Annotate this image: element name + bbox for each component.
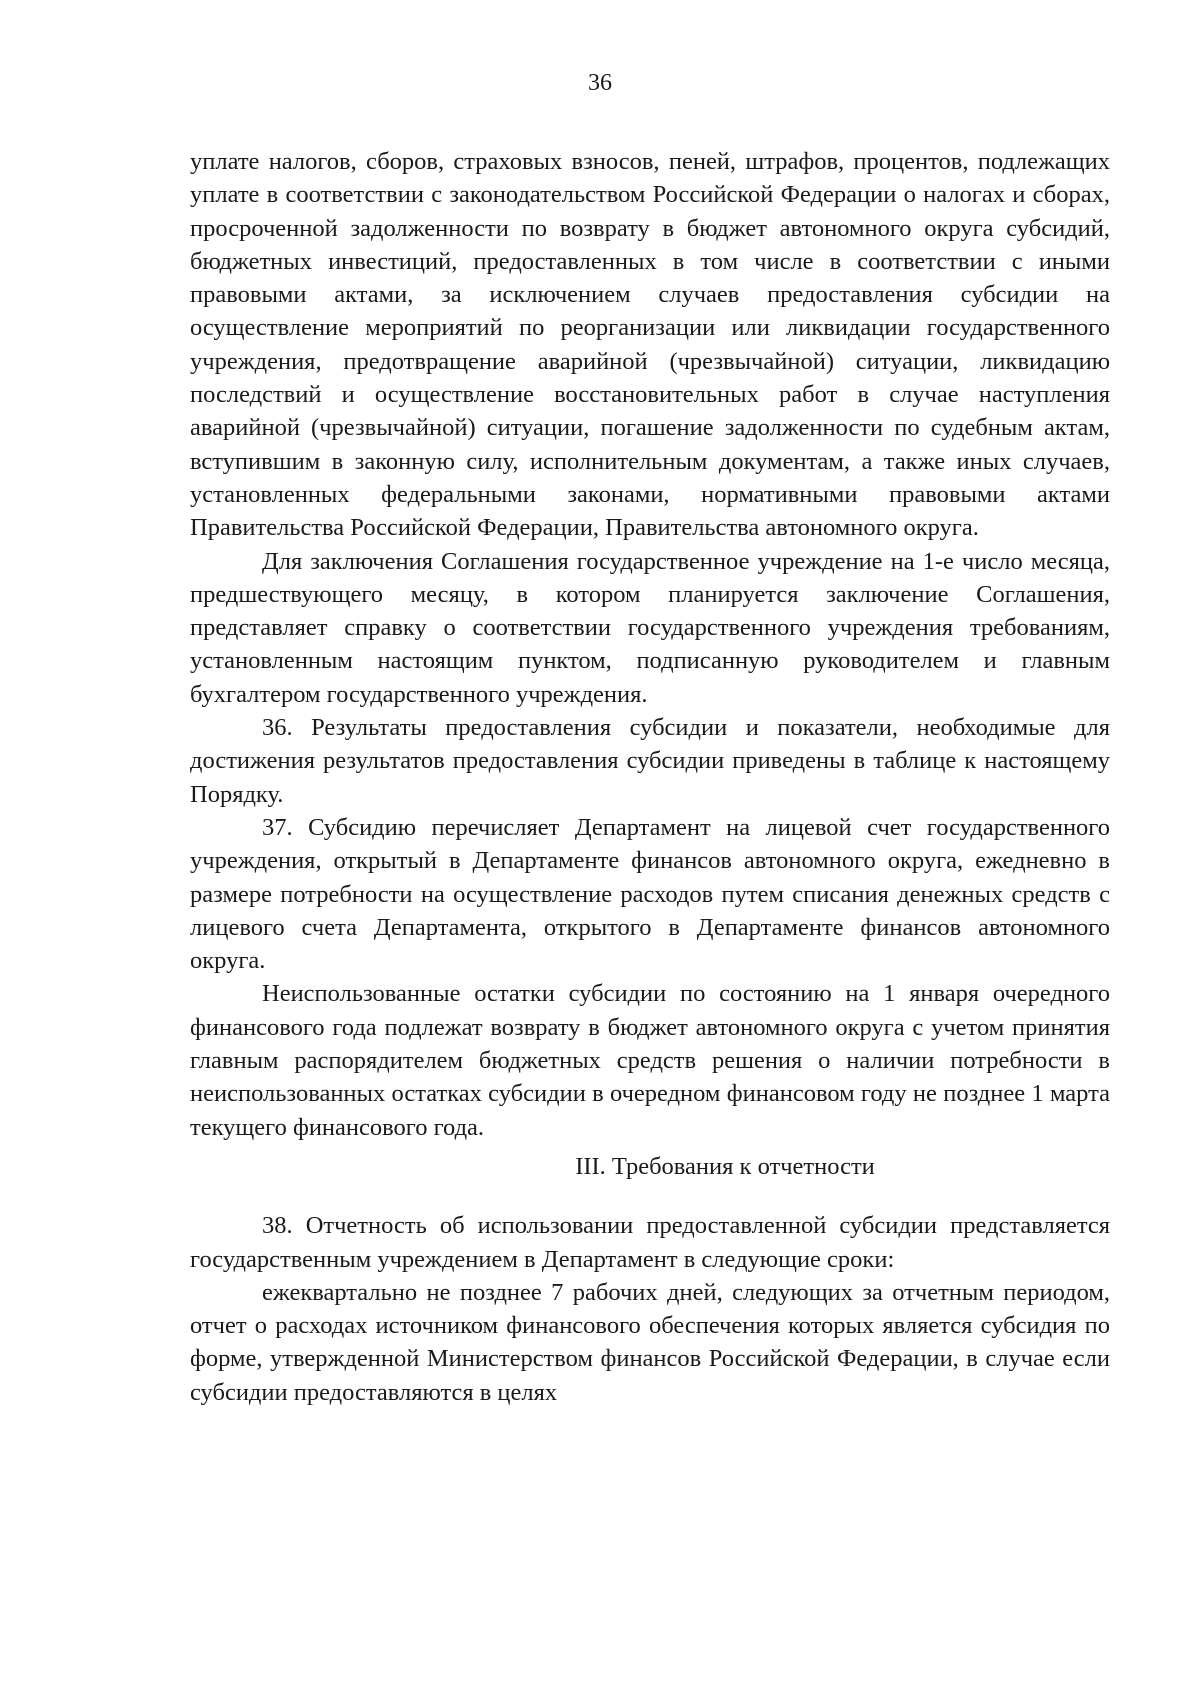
paragraph-item-37: 37. Субсидию перечисляет Департамент на лицевой счет государственного учреждения, открытый в Департаменте финансов автономного округа, ежедневно в размере потребности на осуществление расходов путем списания денежных средств с лицевого счета Департамента, открытого в Департаменте финансов автономного округа. <box>190 813 1110 975</box>
paragraph-item-38: 38. Отчетность об использовании предоставленной субсидии представляется государственным учреждением в Департамент в следующие сроки: <box>190 1212 1110 1273</box>
paragraph-unused-balances: Неиспользованные остатки субсидии по состоянию на 1 января очередного финансового года подлежат возврату в бюджет автономного округа с учетом принятия главным распорядителем бюджетных средств решения о наличии потребности в неиспользованных остатках субсидии в очередном финансовом году не позднее 1 марта текущего финансового года. <box>190 980 1110 1141</box>
paragraph-continuation-eligibility: уплате налогов, сборов, страховых взносов, пеней, штрафов, процентов, подлежащих уплате в соответствии с законодательством Российской Федерации о налогах и сборах, просроченной задолженности по возврату в бюджет автономного округа субсидий, бюджетных инвестиций, предоставленных в том числе в соответствии с иными правовыми актами, за исключением случаев предоставления субсидии на осуществление мероприятий по реорганизации или ликвидации государственного учреждения, предотвращение аварийной (чрезвычайной) ситуации, ликвидацию последствий и осуществление восстановительных работ в случае наступления аварийной (чрезвычайной) ситуации, погашение задолженности по судебным актам, вступившим в законную силу, исполнительным документам, а также иных случаев, установленных федеральными законами, нормативными правовыми актами Правительства Российской Федерации, Правительства автономного округа. <box>190 148 1110 542</box>
paragraph-agreement-certificate: Для заключения Соглашения государственное учреждение на 1-е число месяца, предшествующего месяцу, в котором планируется заключение Соглашения, представляет справку о соответствии государственного учреждения требованиям, установленным настоящим пунктом, подписанную руководителем и главным бухгалтером государственного учреждения. <box>190 547 1110 708</box>
paragraph-quarterly-report: ежеквартально не позднее 7 рабочих дней, следующих за отчетным периодом, отчет о расходах источником финансового обеспечения которых является субсидия по форме, утвержденной Министерством финансов Российской Федерации, в случае если субсидии предоставляются в целях <box>190 1278 1110 1406</box>
section-heading-reporting: III. Требования к отчетности <box>575 1152 875 1180</box>
document-body <box>190 145 1110 1409</box>
paragraph-item-36: 36. Результаты предоставления субсидии и показатели, необходимые для достижения результатов предоставления субсидии приведены в таблице к настоящему Порядку. <box>190 714 1110 808</box>
page-number: 36 <box>588 70 612 96</box>
